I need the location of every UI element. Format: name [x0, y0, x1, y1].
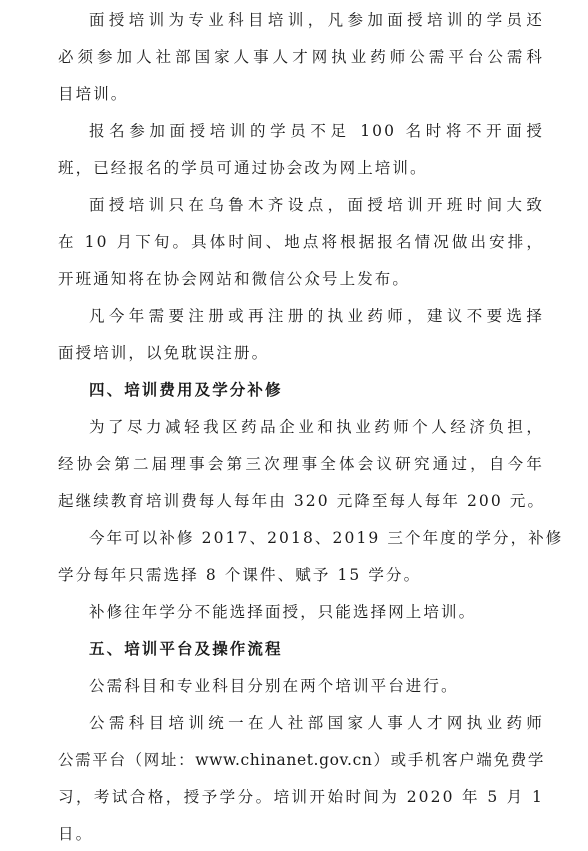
section-heading: 五、培训平台及操作流程 [89, 640, 283, 658]
paragraph-line: 起继续教育培训费每人每年由 320 元降至每人每年 200 元。 [58, 492, 546, 510]
paragraph-line: 面授培训只在乌鲁木齐设点，面授培训开班时间大致 [89, 196, 544, 214]
paragraph-line: 日。 [58, 825, 94, 843]
paragraph-line: 班，已经报名的学员可通过协会改为网上培训。 [58, 159, 428, 177]
paragraph-line: 在 10 月下旬。具体时间、地点将根据报名情况做出安排， [58, 233, 544, 251]
paragraph-line: 报名参加面授培训的学员不足 100 名时将不开面授 [89, 122, 544, 140]
paragraph-line: 习，考试合格，授予学分。培训开始时间为 2020 年 5 月 1 [58, 788, 544, 806]
paragraph-line: 面授培训，以免耽误注册。 [58, 344, 270, 362]
paragraph-line: 今年可以补修 2017、2018、2019 三个年度的学分，补修 [89, 529, 564, 547]
section-heading: 四、培训费用及学分补修 [89, 381, 283, 399]
paragraph-line: 公需科目培训统一在人社部国家人事人才网执业药师 [89, 714, 544, 732]
paragraph-line: 经协会第二届理事会第三次理事全体会议研究通过，自今年 [58, 455, 544, 473]
paragraph-line: 公需科目和专业科目分别在两个培训平台进行。 [89, 677, 459, 695]
paragraph-line: 开班通知将在协会网站和微信公众号上发布。 [58, 270, 411, 288]
paragraph-line: 公需平台（网址：www.chinanet.gov.cn）或手机客户端免费学 [58, 751, 544, 769]
paragraph-line: 凡今年需要注册或再注册的执业药师，建议不要选择 [89, 307, 544, 325]
paragraph-line: 为了尽力减轻我区药品企业和执业药师个人经济负担， [89, 418, 544, 436]
paragraph-line: 目培训。 [58, 85, 129, 103]
paragraph-line: 学分每年只需选择 8 个课件、赋予 15 学分。 [58, 566, 422, 584]
paragraph-line: 面授培训为专业科目培训，凡参加面授培训的学员还 [89, 11, 544, 29]
paragraph-line: 必须参加人社部国家人事人才网执业药师公需平台公需科 [58, 48, 544, 66]
paragraph-line: 补修往年学分不能选择面授，只能选择网上培训。 [89, 603, 477, 621]
